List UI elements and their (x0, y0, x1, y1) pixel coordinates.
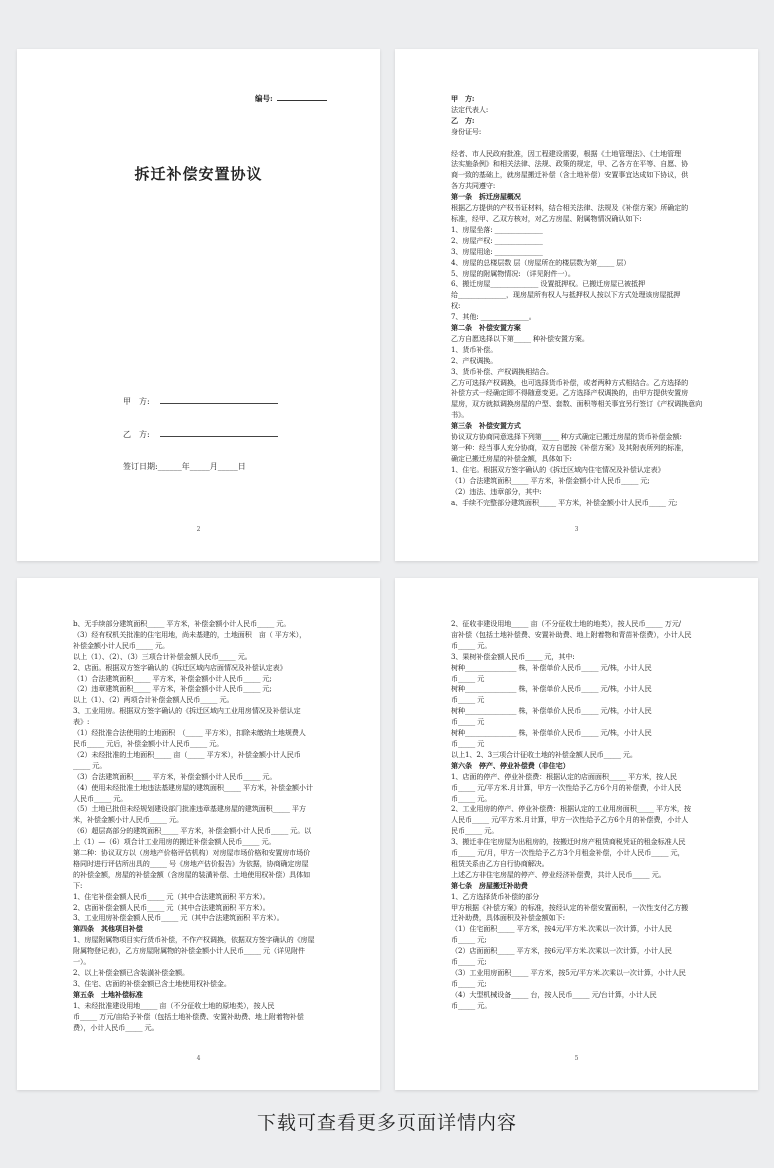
sign-date: 签订日期:______年_____月_____日 (123, 462, 246, 471)
text-line: 民币_____ 元。 (451, 826, 499, 836)
section-heading: 乙 方: (451, 115, 475, 125)
number-blank (277, 100, 327, 101)
text-line: （6）超层高部分的建筑面积_____ 平方米，补偿金额小计人民币_____ 元。以 (73, 826, 312, 836)
text-line: 1、店面的停产、停业补偿费：根据认定的店面面积_____ 平方米，按人民 (451, 771, 677, 781)
page-5-body (451, 619, 702, 1012)
page-number: 4 (196, 1055, 201, 1062)
text-line: 一）。 (73, 957, 91, 967)
text-line: 下: (73, 880, 83, 890)
text-line: 币_____ 万元/亩给予补偿（包括土地补偿费、安置补助费、地上附着物补偿 (73, 1011, 304, 1021)
text-line: 币_____ 元 (451, 673, 485, 683)
text-line: 附属物登记表》，乙方房屋附属物的补偿金额小计人民币_____ 元（详见附件 (73, 946, 305, 956)
text-line: 1、房屋坐落: ______________ (451, 224, 543, 234)
text-line: 树种_______________ 株，补偿单价人民币_____ 元/株，小计人民 (451, 706, 652, 716)
text-line: 表》: (73, 717, 90, 727)
text-line: 3、工业用房补偿金额人民币_____ 元（其中合法建筑面积 平方米）。 (73, 913, 284, 923)
text-line: 3、住宅、店面的补偿金额已含土地使用权补偿金。 (73, 978, 231, 988)
text-line: 第二种：协议双方以（房地产价格评估机构）对房屋市场价格和安置房市场价 (73, 848, 311, 858)
text-line: a、手续不完整部分建筑面积_____ 平方米，补偿金额小计人民币_____ 元; (451, 497, 678, 507)
text-line: 迁补助费，具体面积及补偿金额如下: (451, 913, 565, 923)
party-b-field (123, 429, 278, 440)
text-line: 币_____ 元; (451, 978, 487, 988)
text-line: 各方共同遵守: (451, 181, 496, 191)
text-line: 树种_______________ 株，补偿单价人民币_____ 元/株，小计人民 (451, 662, 652, 672)
text-line: （4）使用未经批准土地违法基建房屋的建筑面积_____ 平方米，补偿金额小计 (73, 782, 313, 792)
text-line: 协议双方协商同意选择下列第_____ 种方式确定已搬迁房屋的货币补偿金额: (451, 432, 682, 442)
text-line: 根据乙方提供的产权书证材料，结合相关法律、法规及《补偿方案》所确定的 (451, 203, 689, 213)
text-line: （2）违法、违章部分，其中: (451, 486, 542, 496)
text-line: b、无手续部分建筑面积_____ 平方米，补偿金额小计人民币_____ 元。 (73, 619, 291, 628)
text-line: 2、房屋产权: ______________ (451, 235, 543, 245)
text-line: 3、货币补偿、产权调换相结合。 (451, 366, 554, 376)
text-line: 补偿金额小计人民币_____ 元。 (73, 640, 169, 650)
text-line: 4、房屋的总楼层数 层（房屋所在的楼层数为第_____ 层） (451, 257, 631, 267)
text-line: 3、果树补偿金额人民币_____ 元，其中: (451, 651, 575, 661)
text-line: 屋房，双方就拟调换房屋的户型、套数、面积等相关事宜另行签订《产权调换意向 (451, 399, 702, 409)
text-line: （2）违章建筑面积_____ 平方米，补偿金额小计人民币_____ 元; (73, 684, 272, 694)
text-line: 甲方根据《补偿方案》的标准，按经认定的补偿安置面积，一次性支付乙方搬 (451, 902, 689, 912)
text-line: （1）住宅面积_____ 平方米，按4元/平方米.次乘以一次计算，小计人民 (451, 924, 672, 934)
text-line: 商一致的基础上，就房屋搬迁补偿（含土地补偿）安置事宜达成如下协议，供 (451, 170, 689, 180)
text-line: 以上1、2、3三项合计征收土地的补偿金额人民币_____ 元。 (451, 749, 637, 759)
section-heading: 第三条 补偿安置方式 (451, 421, 521, 431)
text-line (451, 138, 702, 149)
text-line: 标准，经甲、乙双方核对，对乙方房屋、附属物情况确认如下: (451, 213, 642, 223)
section-heading: 第七条 房屋搬迁补助费 (451, 880, 528, 890)
text-line: 2、以上补偿金额已含装潢补偿金额。 (73, 968, 189, 977)
text-line: （1）合法建筑面积_____ 平方米，补偿金额小计人民币_____ 元; (451, 475, 650, 485)
page-number: 2 (196, 526, 201, 533)
text-line: 法定代表人: (451, 104, 489, 114)
text-line: _____ 元。 (73, 760, 107, 770)
text-line: （3）工业用房面积_____ 平方米，按5元/平方米.次乘以一次计算，小计人民 (451, 968, 686, 977)
page-number: 5 (574, 1055, 579, 1062)
text-line: 乙方可选择产权调换，也可选择货币补偿，或者两种方式相结合。乙方选择的 (451, 377, 689, 387)
page-cover (17, 49, 380, 561)
text-line: 2、店面。根据双方签字确认的《拆迁区域内店面情况及补偿认定表》 (73, 662, 287, 672)
text-line: 亩补偿（包括土地补偿费、安置补助费、地上附着物和青苗补偿费），小计人民 (451, 629, 692, 639)
text-line: （2）未经批准的土地面积_____ 亩（_____ 平方米），补偿金额小计人民币 (73, 749, 301, 759)
text-line: 币_____ 元/月，甲方一次性给予乙方3个月租金补偿，小计人民币_____ 元， (451, 848, 685, 858)
text-line: 书》。 (451, 410, 469, 420)
page-number: 3 (574, 526, 579, 533)
party-a-blank (160, 396, 278, 404)
text-line: 1、未经批准建设用地_____ 亩（不分征收土地的原地类），按人民 (73, 1000, 275, 1010)
text-line: 币_____ 元。 (451, 640, 492, 650)
section-heading: 第四条 其他项目补偿 (73, 924, 143, 934)
text-line: 经者、市人民政府批准，因工程建设需要，根据《土地管理法》、《土地管理 (451, 148, 682, 158)
text-line: （2）店面面积_____ 平方米，按6元/平方米.次乘以一次计算，小计人民 (451, 946, 672, 956)
text-line: （1）经批准合法使用的土地面积 （_____ 平方米），扣除未缴纳土地规费人 (73, 728, 306, 738)
text-line: （3）合法建筑面积_____ 平方米，补偿金额小计人民币_____ 元。 (73, 771, 277, 781)
text-line: （5）土地已批但未经规划建设部门批准违章基建房屋的建筑面积_____ 平方 (73, 804, 306, 814)
text-line: 人民币_____ 元/平方米.月计算，甲方一次性给予乙方6个月的补偿费，小计人 (451, 815, 689, 825)
page-3 (395, 49, 758, 561)
text-line: 权: (451, 301, 461, 311)
text-line: 确定已搬迁房屋的补偿金额，具体如下: (451, 453, 572, 463)
section-heading: 第二条 补偿安置方案 (451, 323, 521, 333)
text-line: 民币_____ 元后，补偿金额小计人民币_____ 元。 (73, 738, 224, 748)
text-line: 6、搬迁房屋______________ 设置抵押权。已搬迁房屋已被抵押 (451, 279, 645, 289)
section-heading: 第五条 土地补偿标准 (73, 989, 143, 999)
text-line: 费），小计人民币_____ 元。 (73, 1022, 159, 1032)
text-line: 人民币_____ 元。 (73, 793, 128, 803)
section-heading: 甲 方: (451, 94, 475, 103)
text-line: 币_____ 元/平方米.月计算，甲方一次性给予乙方6个月的补偿费，小计人民 (451, 782, 682, 792)
text-line: 币_____ 元 (451, 738, 485, 748)
text-line: 1、住宅补偿金额人民币_____ 元（其中合法建筑面积 平方米）。 (73, 891, 270, 901)
text-line: （3）经有权机关批准的住宅用地，尚未基建的，土地面积 亩（ 平方米）， (73, 629, 307, 639)
text-line: 币_____ 元; (451, 957, 487, 967)
text-line: 1、乙方选择货币补偿的部分 (451, 891, 540, 901)
text-line: 币_____ 元。 (451, 793, 492, 803)
text-line: 币_____ 元; (451, 935, 487, 945)
page-4 (17, 578, 380, 1090)
text-line: 币_____ 元。 (451, 1000, 492, 1010)
text-line: 租赁关系由乙方自行协商解决。 (451, 858, 549, 868)
section-heading: 第一条 拆迁房屋概况 (451, 192, 521, 202)
document-title: 拆迁补偿安置协议 (134, 165, 263, 183)
text-line: 7、其他: ______________。 (451, 312, 536, 322)
text-line: 3、工业用房。根据双方签字确认的《拆迁区域内工业用房情况及补偿认定 (73, 706, 301, 716)
text-line: 1、住宅。根据双方签字确认的《拆迁区域内住宅情况及补偿认定表》 (451, 464, 665, 474)
text-line: 乙方自愿选择以下第_____ 种补偿安置方案。 (451, 333, 589, 343)
text-line: 补偿方式一经确定即不得随意变更。乙方选择产权调换的，由甲方提供安置房 (451, 388, 689, 398)
text-line: 上述乙方非住宅房屋的停产、停业经济补偿费，共计人民币_____ 元。 (451, 869, 666, 879)
text-line: 树种_______________ 株，补偿单价人民币_____ 元/株，小计人民 (451, 728, 652, 738)
text-line: 树种_______________ 株，补偿单价人民币_____ 元/株，小计人民 (451, 684, 652, 694)
text-line: 法实施条例》和相关法律、法规、政策的规定，甲、乙各方在平等、自愿、协 (451, 159, 689, 169)
text-line: 币_____ 元 (451, 695, 485, 705)
text-line: 以上（1）、（2）、（3）三项合计补偿金额人民币_____ 元。 (73, 651, 252, 661)
page-4-body (73, 619, 324, 1033)
text-line: 以上（1）、（2）两项合计补偿金额人民币_____ 元。 (73, 695, 234, 705)
text-line: （1）合法建筑面积_____ 平方米，补偿金额小计人民币_____ 元; (73, 673, 272, 683)
text-line: 上（1）—（6）项合计工业用房的搬迁补偿金额人民币_____ 元。 (73, 837, 276, 847)
page-5 (395, 578, 758, 1090)
text-line: 身份证号: (451, 126, 482, 136)
text-line: 3、搬迁非住宅房屋为出租房的，按搬迁时房产租赁商税凭证的租金标准人民 (451, 837, 686, 847)
text-line: 1、货币补偿。 (451, 344, 498, 354)
text-line: 的补偿金额，房屋的补偿金额（含房屋的装潢补偿、土地使用权补偿）具体如 (73, 869, 311, 879)
number-label: 编号: (255, 94, 273, 103)
party-b-label: 乙 方: (123, 430, 150, 439)
text-line: 第一种：经当事人充分协商，双方自愿按《补偿方案》及其附表所列的标准， (451, 443, 689, 452)
text-line: 2、店面补偿金额人民币_____ 元（其中合法建筑面积 平方米）。 (73, 902, 270, 912)
text-line: 给______________，现房屋所有权人与抵押权人按以下方式处理该房屋抵押 (451, 290, 681, 300)
download-caption[interactable]: 下载可查看更多页面详情内容 (256, 1112, 517, 1134)
party-a-label: 甲 方: (123, 397, 150, 406)
text-line: 币_____ 元 (451, 717, 485, 727)
text-line: 2、工业用房的停产、停业补偿费：根据认定的工业用房面积_____ 平方米，按 (451, 804, 691, 814)
text-line: 1、房屋附属物项目实行货币补偿，不作产权调换，依据双方签字确认的《房屋 (73, 935, 315, 945)
agreement-number (255, 93, 327, 104)
section-heading: 第六条 停产、停业补偿费（非住宅） (451, 760, 570, 770)
text-line: 格同时进行评估所出具的_____ 号《房地产估价报告》为依据，协商确定房屋 (73, 858, 309, 868)
party-b-blank (160, 429, 278, 437)
text-line: 米，补偿金额小计人民币_____ 元。 (73, 815, 183, 825)
party-a-field (123, 396, 278, 407)
page-3-body (451, 94, 702, 508)
text-line: 2、产权调换。 (451, 355, 498, 365)
text-line: 2、征收非建设用地_____ 亩（不分征收土地的地类），按人民币_____ 万元/ (451, 619, 681, 628)
text-line: （4）大型机械设备_____ 台，按人民币_____ 元/台计算，小计人民 (451, 989, 657, 999)
text-line: 3、房屋用途: ______________ (451, 246, 543, 256)
text-line: 5、房屋的附属物情况: （详见附件一）。 (451, 268, 575, 278)
